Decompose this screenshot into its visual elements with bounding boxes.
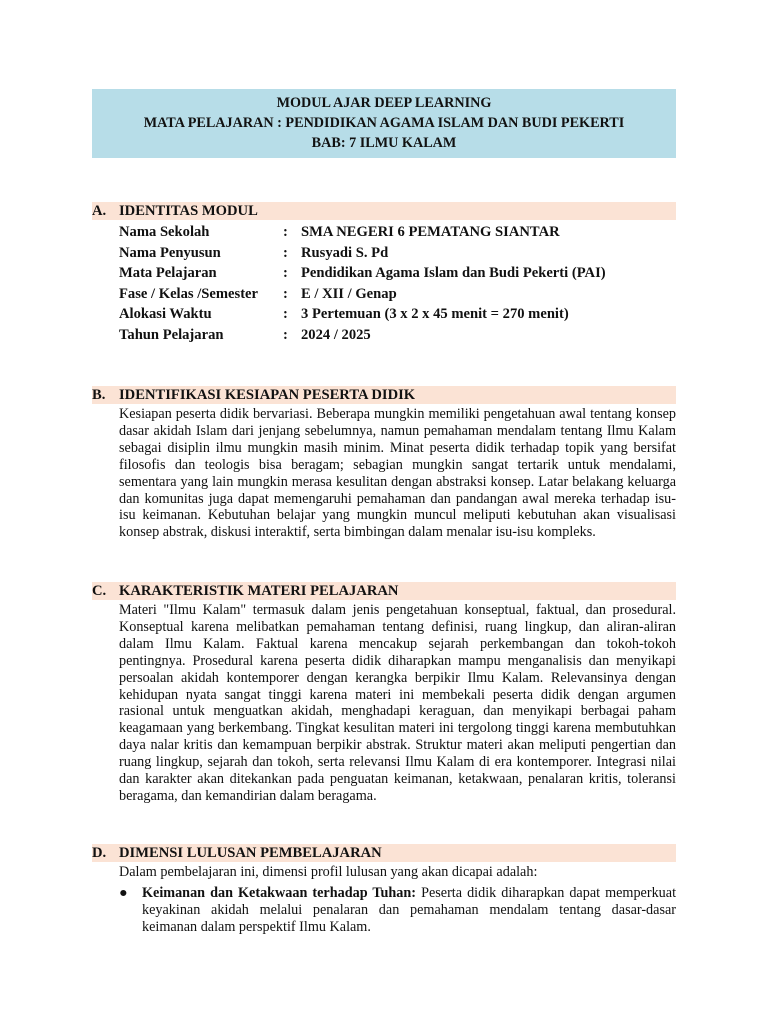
identity-label: Tahun Pelajaran xyxy=(119,326,224,343)
identity-colon: : xyxy=(283,244,288,261)
section-a-title: IDENTITAS MODUL xyxy=(119,203,258,219)
identity-value: 2024 / 2025 xyxy=(301,326,371,343)
section-a-letter: A. xyxy=(92,203,107,219)
bullet-bold-lead: Keimanan dan Ketakwaan terhadap Tuhan: xyxy=(142,885,417,901)
identity-colon: : xyxy=(283,285,288,302)
identity-label: Fase / Kelas /Semester xyxy=(119,285,259,302)
bullet-icon: ● xyxy=(119,885,128,901)
section-c-heading xyxy=(92,582,676,600)
section-b-title: IDENTIFIKASI KESIAPAN PESERTA DIDIK xyxy=(119,387,416,403)
bullet-body: Peserta didik diharapkan dapat memperkuat keyakinan akidah melalui penalaran dan pemahaman mendalam tentang dasar-dasar keimanan dalam perspektif Ilmu Kalam. xyxy=(142,885,677,935)
identity-label: Alokasi Waktu xyxy=(119,306,212,322)
identity-colon: : xyxy=(283,306,288,322)
bullet-text xyxy=(142,885,676,936)
section-b-heading xyxy=(92,386,676,404)
identity-value: Rusyadi S. Pd xyxy=(301,244,389,261)
identity-colon: : xyxy=(283,326,288,343)
identity-value: Pendidikan Agama Islam dan Budi Pekerti (PAI) xyxy=(301,265,606,281)
title-line-3: BAB: 7 ILMU KALAM xyxy=(311,135,457,151)
section-d-intro: Dalam pembelajaran ini, dimensi profil lulusan yang akan dicapai adalah: xyxy=(119,864,538,880)
identity-value: 3 Pertemuan (3 x 2 x 45 menit = 270 menit) xyxy=(301,306,569,322)
section-b-paragraph: Kesiapan peserta didik bervariasi. Beberapa mungkin memiliki pengetahuan awal tentang konsep dasar akidah Islam dari jenjang sebelumnya, namun pemahaman mendalam tentang Ilmu Kalam sebagai disiplin ilmu mungkin masih minim. Minat peserta didik terhadap topik yang bersifat filosofis dan teologis bisa beragam; sebagian mungkin sangat tertarik untuk mendalami, sementara yang lain mungkin merasa kesulitan dengan abstraksi konsep. Latar belakang keluarga dan komunitas juga dapat memengaruhi pemahaman dan pandangan awal mereka terhadap isu-isu keimanan. Kebutuhan belajar yang mungkin muncul meliputi kebutuhan akan visualisasi konsep abstrak, diskusi interaktif, serta bimbingan dalam menalar isu-isu kompleks. xyxy=(119,406,676,541)
section-b-letter: B. xyxy=(92,387,106,403)
identity-value: E / XII / Genap xyxy=(301,285,397,302)
title-line-2: MATA PELAJARAN : PENDIDIKAN AGAMA ISLAM DAN BUDI PEKERTI xyxy=(143,115,625,131)
section-c-paragraph: Materi "Ilmu Kalam" termasuk dalam jenis pengetahuan konseptual, faktual, dan prosedural. Konseptual karena melibatkan pemahaman tentang definisi, ruang lingkup, dan aliran-aliran dalam Ilmu Kalam. Faktual karena mencakup sejarah perkembangan dan tokoh-tokoh pentingnya. Prosedural karena peserta didik diharapkan mampu menganalisis dan menyikapi persoalan akidah kontemporer dengan kerangka berpikir Ilmu Kalam. Relevansinya dengan kehidupan nyata sangat tinggi karena materi ini membekali peserta didik dengan argumen rasional untuk menguatkan akidah, menghadapi keraguan, dan menyikapi berbagai paham keagamaan yang berkembang. Tingkat kesulitan materi ini tergolong tinggi karena membutuhkan daya nalar kritis dan kemampuan berpikir abstrak. Struktur materi akan meliputi pengertian dan ruang lingkup, sejarah dan tokoh, serta relevansi Ilmu Kalam di era kontemporer. Integrasi nilai dan karakter akan ditekankan pada penguatan keimanan, ketakwaan, penalaran kritis, toleransi beragama, dan kemandirian dalam beragama. xyxy=(119,602,676,804)
title-line-1: MODUL AJAR DEEP LEARNING xyxy=(276,95,492,111)
identity-colon: : xyxy=(283,224,288,240)
identity-colon: : xyxy=(283,265,288,281)
section-a-heading xyxy=(92,202,676,220)
section-d-letter: D. xyxy=(92,845,107,861)
section-c-title: KARAKTERISTIK MATERI PELAJARAN xyxy=(119,583,399,599)
identity-label: Nama Sekolah xyxy=(119,224,210,240)
section-d-heading xyxy=(92,844,676,862)
list-item xyxy=(119,885,676,936)
module-title-box xyxy=(92,89,676,158)
identity-label: Mata Pelajaran xyxy=(119,265,217,281)
section-c-letter: C. xyxy=(92,583,107,599)
section-d-title: DIMENSI LULUSAN PEMBELAJARAN xyxy=(119,845,382,861)
identity-value: SMA NEGERI 6 PEMATANG SIANTAR xyxy=(301,224,560,240)
identity-label: Nama Penyusun xyxy=(119,244,221,261)
